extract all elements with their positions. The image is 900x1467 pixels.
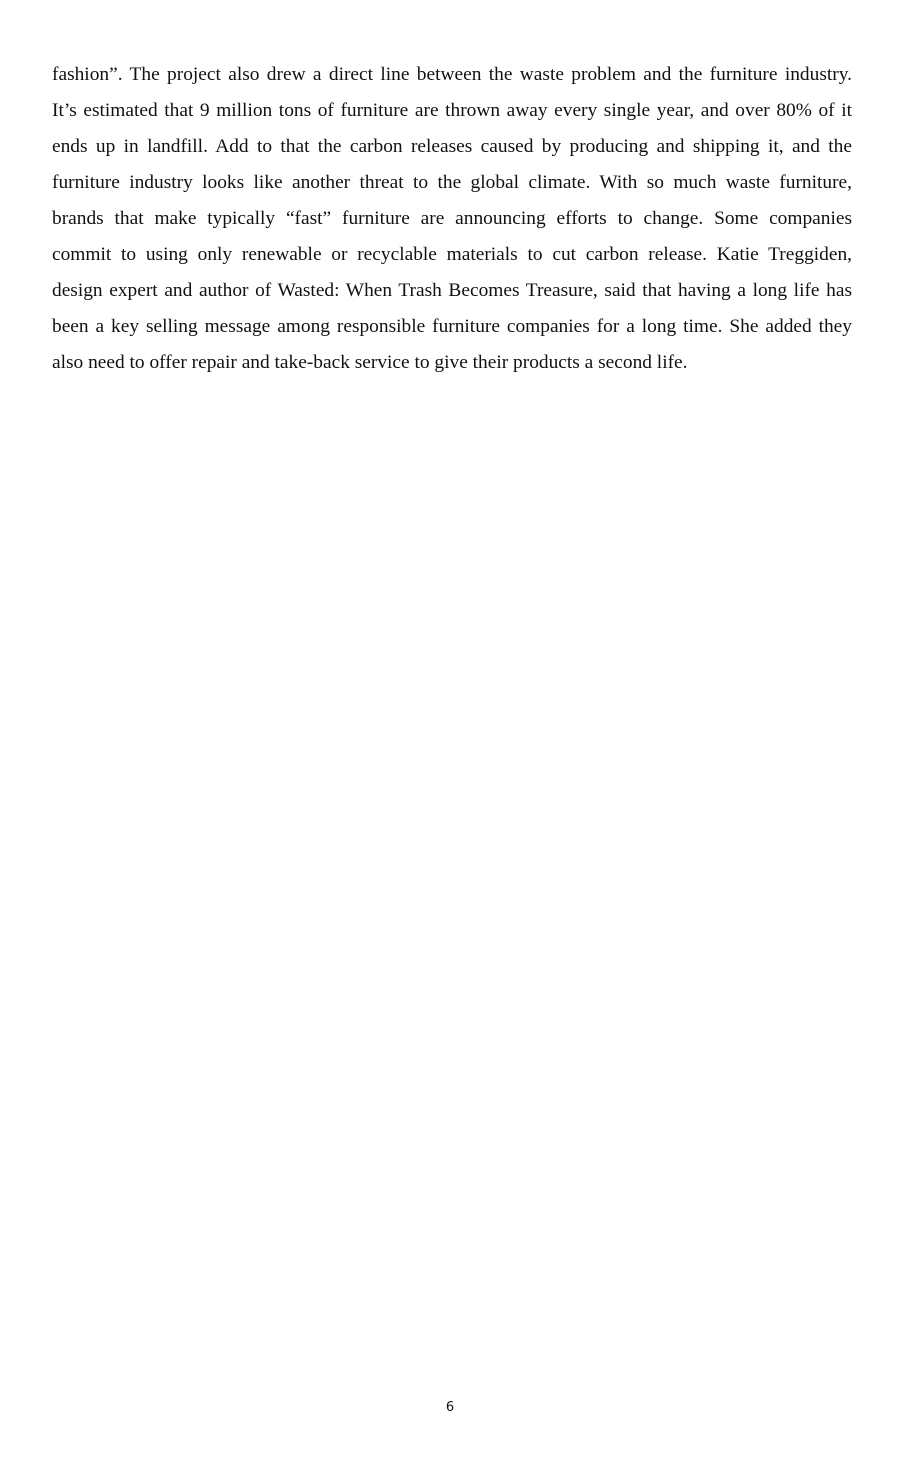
paragraph-line: furniture industry looks like another threat to the global climate. With so much waste furniture, xyxy=(52,172,852,193)
paragraph-line: been a key selling message among responsible furniture companies for a long time. She added they xyxy=(52,316,852,337)
page-number: 6 xyxy=(445,1400,455,1415)
paragraph-line-last: also need to offer repair and take-back service to give their products a second life. xyxy=(52,352,688,373)
paragraph-line: commit to using only renewable or recyclable materials to cut carbon release. Katie Treggiden, xyxy=(52,244,852,265)
paragraph-line: fashion”. The project also drew a direct line between the waste problem and the furniture industry. xyxy=(52,64,852,85)
paragraph-line: ends up in landfill. Add to that the carbon releases caused by producing and shipping it, and the xyxy=(52,136,852,157)
paragraph-line: It’s estimated that 9 million tons of furniture are thrown away every single year, and over 80% of it xyxy=(52,100,852,121)
paragraph-line: brands that make typically “fast” furniture are announcing efforts to change. Some companies xyxy=(52,208,852,229)
paragraph-line: design expert and author of Wasted: When Trash Becomes Treasure, said that having a long life has xyxy=(52,280,852,301)
body-paragraph xyxy=(52,57,852,381)
